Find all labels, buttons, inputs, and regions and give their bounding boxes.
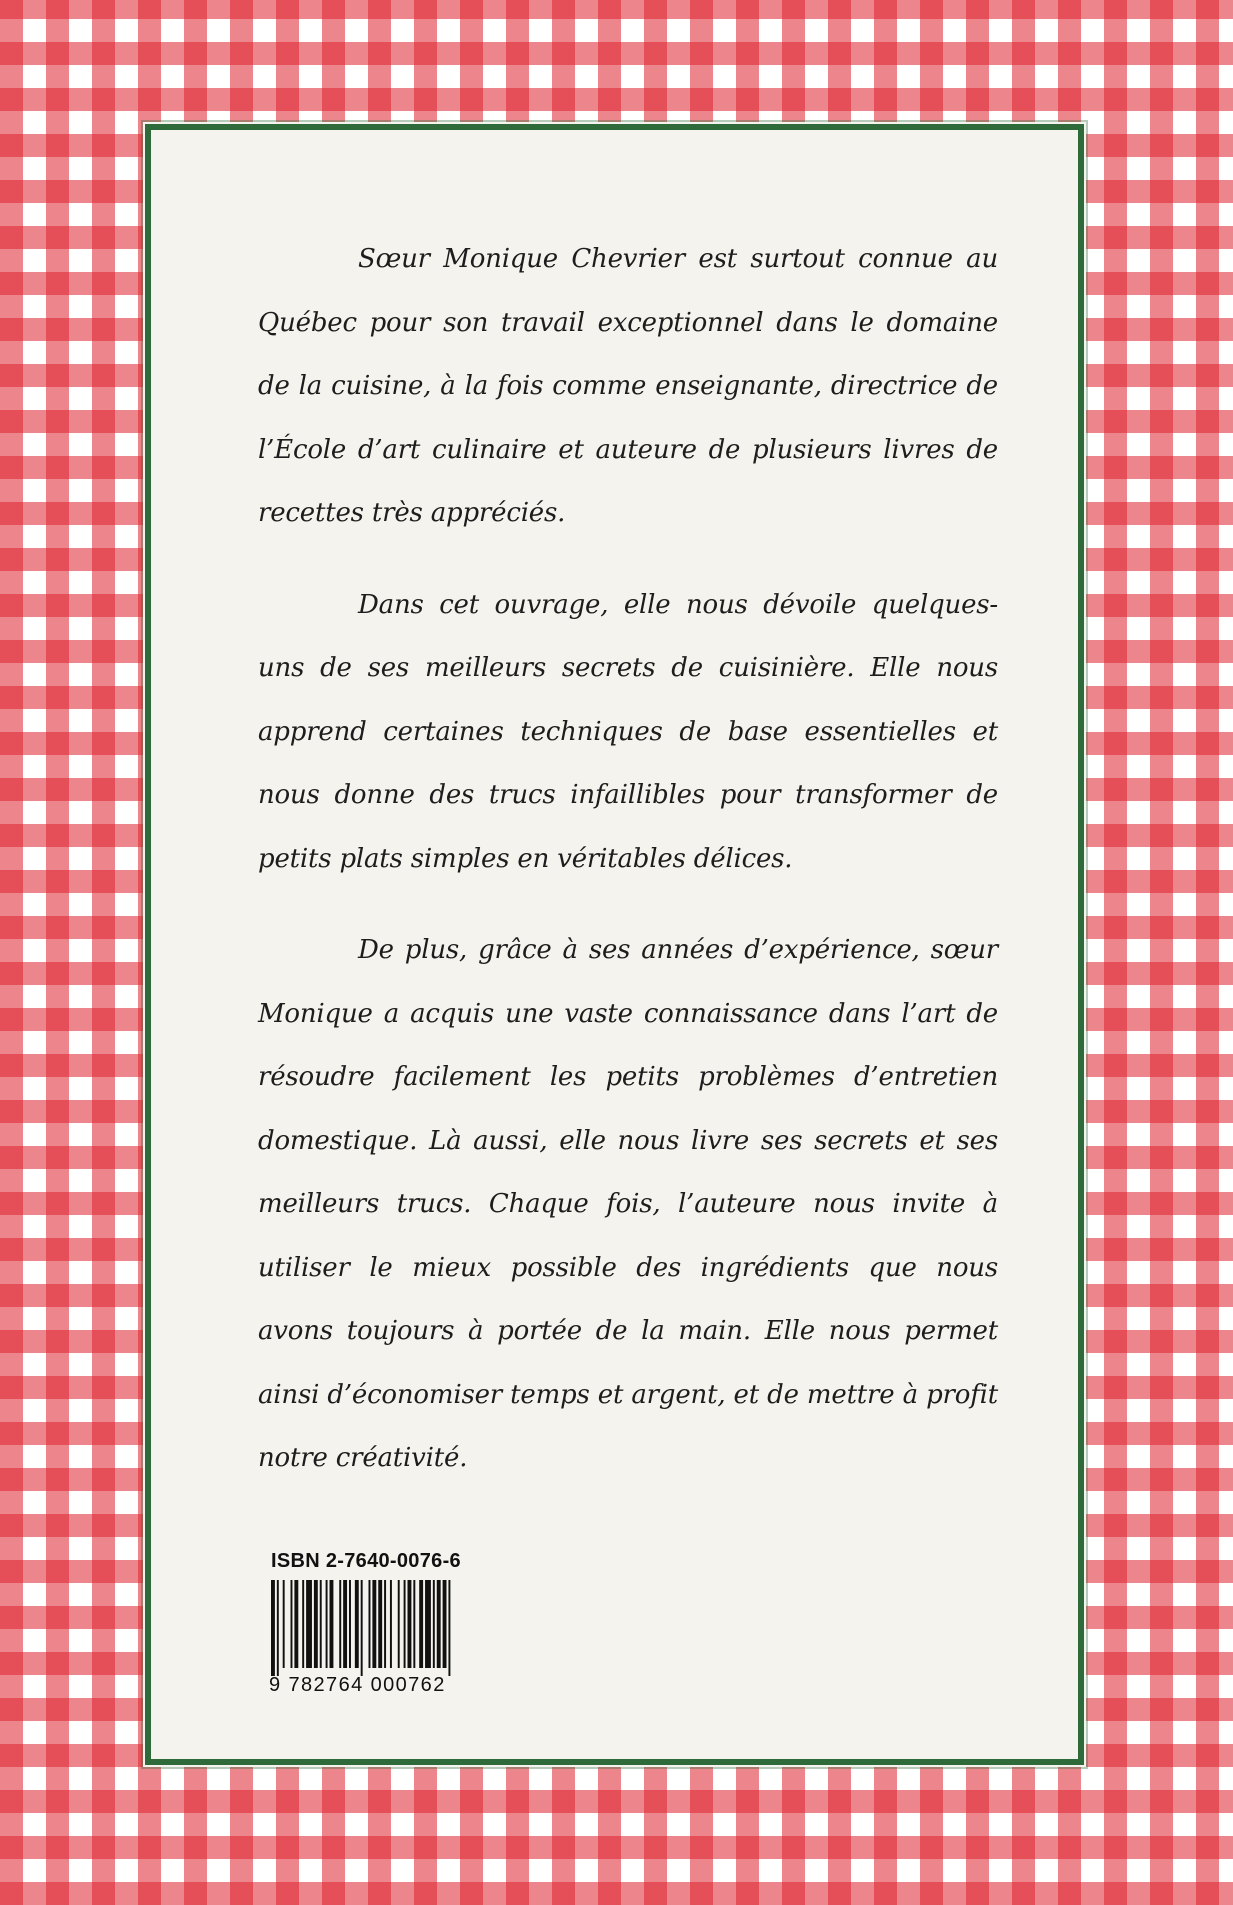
isbn-label: ISBN 2-7640-0076-6 [271, 1550, 461, 1572]
description-paragraph-1: Sœur Monique Chevrier est surtout connue au Québec pour son travail exceptionnel dans le domaine de la cuisine, à la fois comme enseignante, directrice de l’École d’art culinaire et auteure de plusieurs livres de recettes très appréciés. [258, 244, 998, 528]
barcode-digits: 9 782764 000762 [269, 1674, 446, 1696]
description-paragraph-2: Dans cet ouvrage, elle nous dévoile quelques-uns de ses meilleurs secrets de cuisinière. Elle nous apprend certaines techniques de base essentielles et nous donne des trucs infaillibles pour transformer de petits plats simples en véritables délices. [258, 589, 998, 874]
isbn-block [269, 1550, 509, 1700]
book-description [258, 228, 998, 1519]
barcode [269, 1580, 505, 1700]
barcode-icon [269, 1580, 505, 1676]
description-paragraph-3: De plus, grâce à ses années d’expérience, sœur Monique a acquis une vaste connaissance dans l’art de résoudre facilement les petits problèmes d’entretien domestique. Là aussi, elle nous livre ses secrets et ses meilleurs trucs. Chaque fois, l’auteure nous invite à utiliser le mieux possible des ingrédients que nous avons toujours à portée de la main. Elle nous permet ainsi d’économiser temps et argent, et de mettre à profit notre créativité. [258, 935, 998, 1473]
text-panel [145, 124, 1084, 1765]
